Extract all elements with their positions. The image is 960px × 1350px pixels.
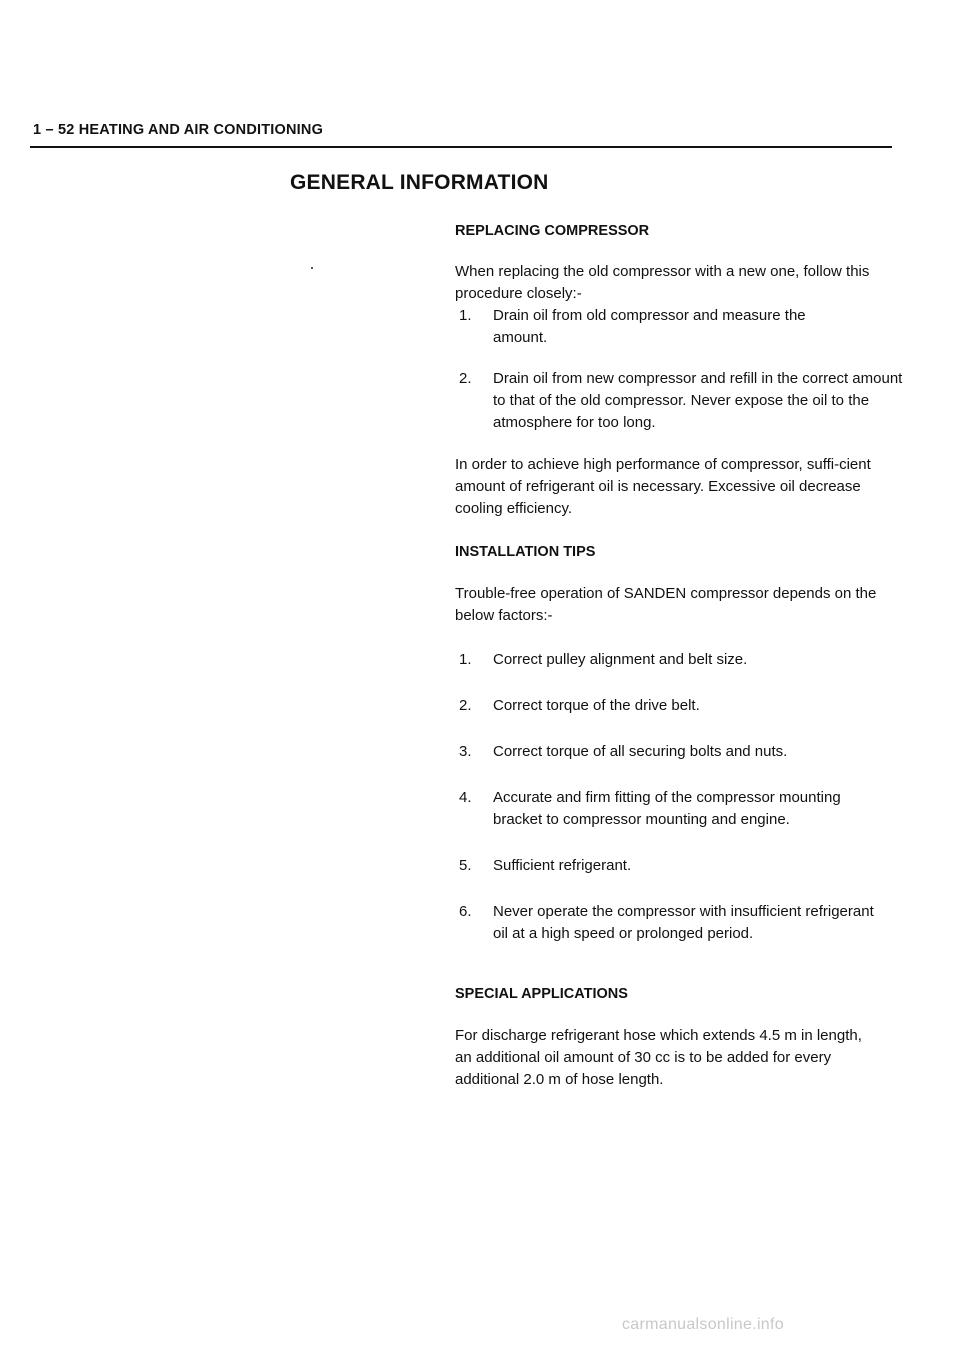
content-column — [455, 220, 905, 1091]
installation-tips-list — [455, 649, 905, 945]
page-header: 1 – 52 HEATING AND AIR CONDITIONING — [33, 122, 324, 138]
tip-number: 4. — [459, 789, 472, 806]
list-item — [455, 855, 905, 877]
step-text: Drain oil from old compressor and measure the amount. — [493, 307, 806, 346]
step-number: 1. — [459, 307, 472, 324]
heading-special-applications: SPECIAL APPLICATIONS — [455, 986, 628, 1002]
tip-number: 1. — [459, 651, 472, 668]
list-item — [455, 305, 905, 349]
list-item — [455, 901, 905, 945]
tip-text: Never operate the compressor with insufficient refrigerant oil at a high speed or prolonged period. — [493, 903, 874, 942]
tip-number: 6. — [459, 903, 472, 920]
tip-number: 3. — [459, 743, 472, 760]
replacing-note: In order to achieve high performance of compressor, suffi-cient amount of refrigerant oil is necessary. Excessive oil decrease cooling efficiency. — [455, 456, 871, 517]
list-item — [455, 741, 905, 763]
special-text: For discharge refrigerant hose which extends 4.5 m in length, an additional oil amount of 30 cc is to be added for every additional 2.0 m of hose length. — [455, 1027, 862, 1088]
list-item — [455, 787, 905, 831]
tip-number: 2. — [459, 697, 472, 714]
header-rule — [30, 146, 892, 148]
heading-installation-tips: INSTALLATION TIPS — [455, 544, 596, 560]
page-title: GENERAL INFORMATION — [290, 171, 549, 194]
list-item — [455, 649, 905, 671]
replacing-intro: When replacing the old compressor with a new one, follow this procedure closely:- — [455, 263, 870, 302]
tip-text: Correct torque of the drive belt. — [493, 697, 700, 714]
tip-number: 5. — [459, 857, 472, 874]
list-item — [455, 695, 905, 717]
tip-text: Accurate and firm fitting of the compressor mounting bracket to compressor mounting and engine. — [493, 789, 841, 828]
step-text: Drain oil from new compressor and refill in the correct amount to that of the old compressor. Never expose the oil to the atmosphere for too long. — [493, 370, 903, 431]
replacing-steps — [455, 305, 905, 434]
watermark: carmanualsonline.info — [622, 1316, 784, 1333]
installation-intro: Trouble-free operation of SANDEN compressor depends on the below factors:- — [455, 585, 877, 624]
step-number: 2. — [459, 370, 472, 387]
tip-text: Sufficient refrigerant. — [493, 857, 632, 874]
list-item — [455, 368, 905, 434]
tip-text: Correct pulley alignment and belt size. — [493, 651, 748, 668]
tip-text: Correct torque of all securing bolts and nuts. — [493, 743, 788, 760]
heading-replacing-compressor: REPLACING COMPRESSOR — [455, 223, 650, 239]
stray-dot — [311, 267, 313, 269]
